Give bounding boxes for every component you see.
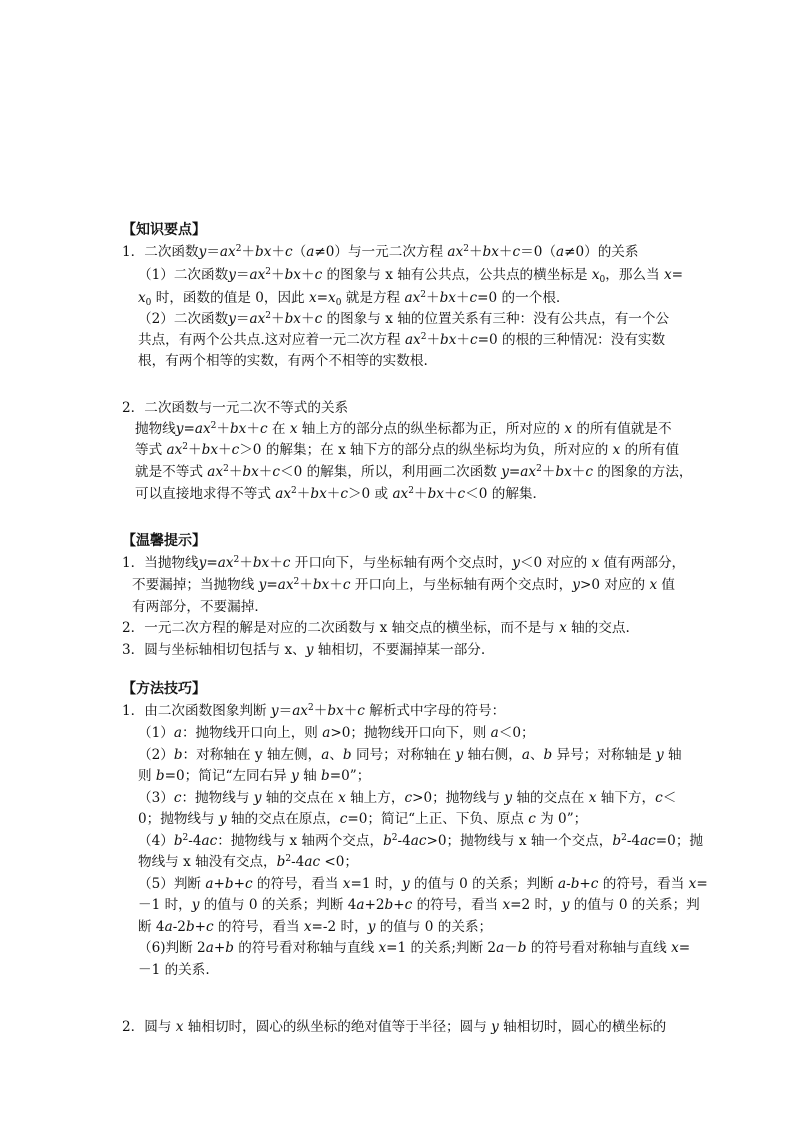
knowledge-line: 共点，有两个公共点.这对应着一元二次方程 $ax^2+bx+c=0$ 的根的三种情况：没有实数 <box>138 332 666 348</box>
tips-heading: 【温馨提示】 <box>122 533 206 549</box>
knowledge-line: 抛物线$y=ax^2+bx+c$ 在 x 轴上方的部分点的纵坐标都为正，所对应的 x 的所有值就是不 <box>135 421 672 437</box>
tips-line: 3．圆与坐标轴相切包括与 x、y 轴相切，不要漏掉某一部分. <box>122 642 486 658</box>
tips-line: 不要漏掉；当抛物线 $y=ax^2+bx+c$ 开口向上，与坐标轴有两个交点时，y>0 对应的 x 值 <box>132 577 676 593</box>
knowledge-line: （2）二次函数$y=ax^2+bx+c$ 的图象与 x 轴的位置关系有三种：没有公共点，有一个公 <box>138 311 670 327</box>
method-line: （2）b：对称轴在 y 轴左侧，a、b 同号；对称轴在 y 轴右侧，a、b 异号；对称轴是 y 轴 <box>138 747 682 763</box>
method-line: 2．圆与 x 轴相切时，圆心的纵坐标的绝对值等于半径；圆与 y 轴相切时，圆心的横坐标的 <box>122 1019 667 1035</box>
method-heading: 【方法技巧】 <box>122 681 206 697</box>
tips-line: 1．当抛物线$y=ax^2+bx+c$ 开口向下，与坐标轴有两个交点时，y＜0 对应的 x 值有两部分， <box>122 555 686 571</box>
method-line: 0；抛物线与 y 轴的交点在原点，c=0；简记“上正、下负、原点 c 为 0”； <box>138 811 588 827</box>
knowledge-heading: 【知识要点】 <box>122 222 206 238</box>
method-line: （5）判断 a+b+c 的符号，看当 x=1 时，y 的值与 0 的关系；判断 a-b+c 的符号，看当 x= <box>138 876 708 892</box>
method-line: （1）a：抛物线开口向上，则 a>0；抛物线开口向下，则 a＜0； <box>138 725 535 741</box>
knowledge-line: 就是不等式 $ax^2+bx+c<0$ 的解集，所以，利用画二次函数 $y=ax^2+bx+c$ 的图象的方法， <box>135 464 693 480</box>
tips-line: 2．一元二次方程的解是对应的二次函数与 x 轴交点的横坐标，而不是与 x 轴的交点. <box>122 620 630 636</box>
method-line: 则 b=0；简记“左同右异 y 轴 b=0”； <box>138 768 371 784</box>
method-line: 断 4a-2b+c 的符号，看当 x=-2 时，y 的值与 0 的关系； <box>138 919 493 935</box>
knowledge-line: （1）二次函数$y=ax^2+bx+c$ 的图象与 x 轴有公共点，公共点的横坐标是 $x_0$，那么当 x= <box>138 267 684 285</box>
method-line: $(4)b^2-4ac$：抛物线与 x 轴两个交点，$b^2-4ac>0$；抛物线与 x 轴一个交点，$b^2-4ac=0$；抛 <box>138 833 704 849</box>
knowledge-line: 等式 $ax^2+bx+c>0$ 的解集；在 x 轴下方的部分点的纵坐标均为负，所对应的 x 的所有值 <box>135 442 680 458</box>
knowledge-line: 2．二次函数与一元二次不等式的关系 <box>122 400 349 416</box>
knowledge-line: 可以直接地求得不等式 $ax^2+bx+c>0$ 或 $ax^2+bx+c<0$ 的解集． <box>135 486 547 502</box>
method-line: 1．由二次函数图象判断 $y=ax^2+bx+c$ 解析式中字母的符号： <box>122 703 506 719</box>
method-line: （3）c：抛物线与 y 轴的交点在 x 轴上方，c>0；抛物线与 y 轴的交点在 x 轴下方，c＜ <box>138 790 677 806</box>
knowledge-line: 根，有两个相等的实数，有两个不相等的实数根. <box>138 353 428 369</box>
method-line: 物线与 x 轴没有交点，$b^2-4ac <0$； <box>138 854 359 870</box>
tips-line: 有两部分，不要漏掉． <box>132 599 268 615</box>
method-line: －1 时，y 的值与 0 的关系；判断 4a+2b+c 的符号，看当 x=2 时，y 的值与 0 的关系；判 <box>138 897 700 913</box>
method-line: （6)判断 2a+b 的符号看对称轴与直线 x=1 的关系;判断 2a－b 的符号看对称轴与直线 x= <box>138 940 691 956</box>
method-line: －1 的关系. <box>138 962 210 978</box>
knowledge-line: 1．二次函数$y=ax^2+bx+c(a\ne 0)$与一元二次方程 $ax^2+bx+c=0(a\ne 0)$的关系 <box>122 244 639 260</box>
knowledge-line: $x_0$ 时，函数的值是 0，因此 $x=x_0$ 就是方程 $ax^2+bx+c=0$ 的一个根. <box>138 290 561 308</box>
